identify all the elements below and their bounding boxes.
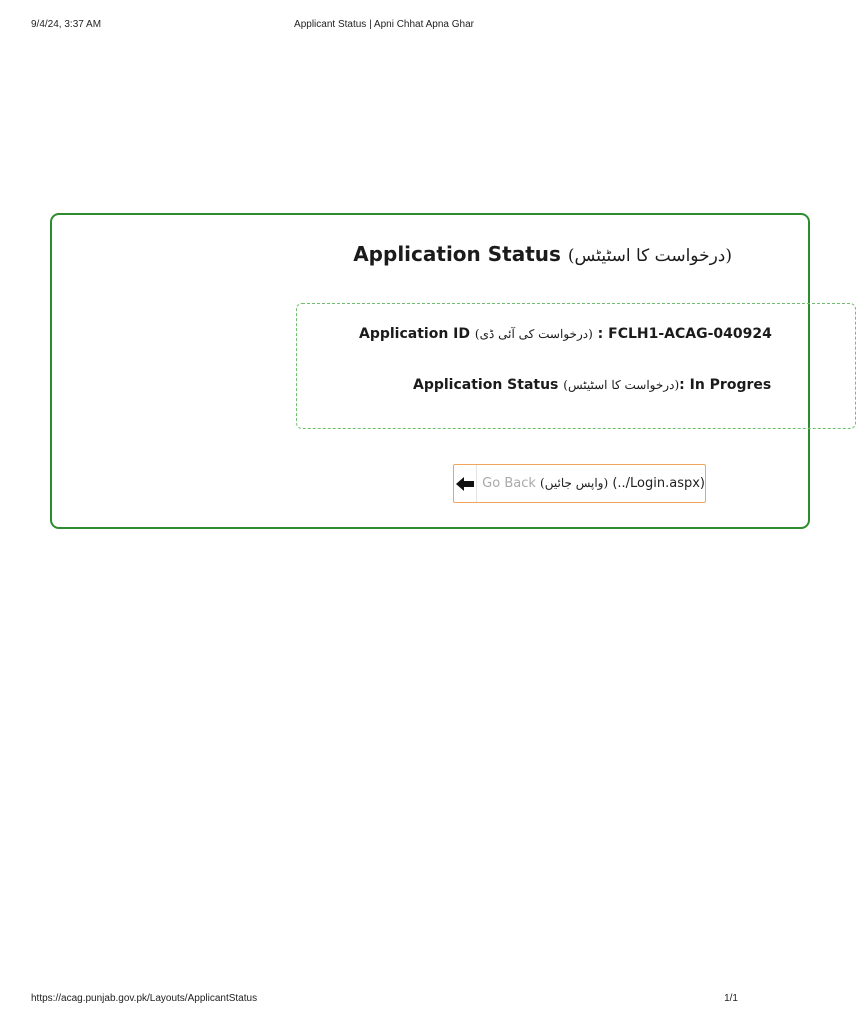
- go-back-button[interactable]: [453, 464, 706, 503]
- application-info-box: [296, 303, 856, 429]
- application-status-card: [50, 213, 810, 529]
- application-status-value: In Progres: [689, 377, 772, 393]
- application-id-row: [359, 326, 772, 342]
- print-datetime: 9/4/24, 3:37 AM: [31, 19, 102, 30]
- print-page-number: 1/1: [724, 993, 738, 1004]
- go-back-label: Go Back: [482, 476, 536, 491]
- go-back-text: [477, 476, 705, 491]
- page-title-english: Application Status: [353, 242, 561, 266]
- print-footer: [0, 993, 768, 1007]
- print-page-title: Applicant Status | Apni Chhat Apna Ghar: [294, 19, 474, 30]
- application-id-value: FCLH1-ACAG-040924: [608, 326, 772, 342]
- application-status-label-urdu: (درخواست کا اسٹیٹس): [563, 378, 680, 392]
- page-title-urdu: (درخواست کا اسٹیٹس): [567, 246, 732, 266]
- application-id-separator: :: [592, 326, 609, 342]
- print-url: https://acag.punjab.gov.pk/Layouts/ApplicantStatus: [31, 993, 258, 1004]
- page-title: [353, 242, 732, 266]
- go-back-link[interactable]: (../Login.aspx): [612, 476, 705, 491]
- arrow-left-icon-svg: [455, 476, 475, 492]
- application-id-label-urdu: (درخواست کی آئی ڈی): [474, 327, 593, 341]
- card-viewport: [48, 212, 772, 532]
- print-header: [0, 19, 768, 33]
- arrow-left-icon: [454, 465, 477, 502]
- go-back-label-urdu: (واپس جائیں): [540, 476, 609, 490]
- application-id-label: Application ID: [359, 326, 471, 342]
- application-status-label: Application Status: [413, 377, 559, 393]
- application-status-separator: :: [679, 377, 690, 393]
- application-status-row: [413, 377, 771, 393]
